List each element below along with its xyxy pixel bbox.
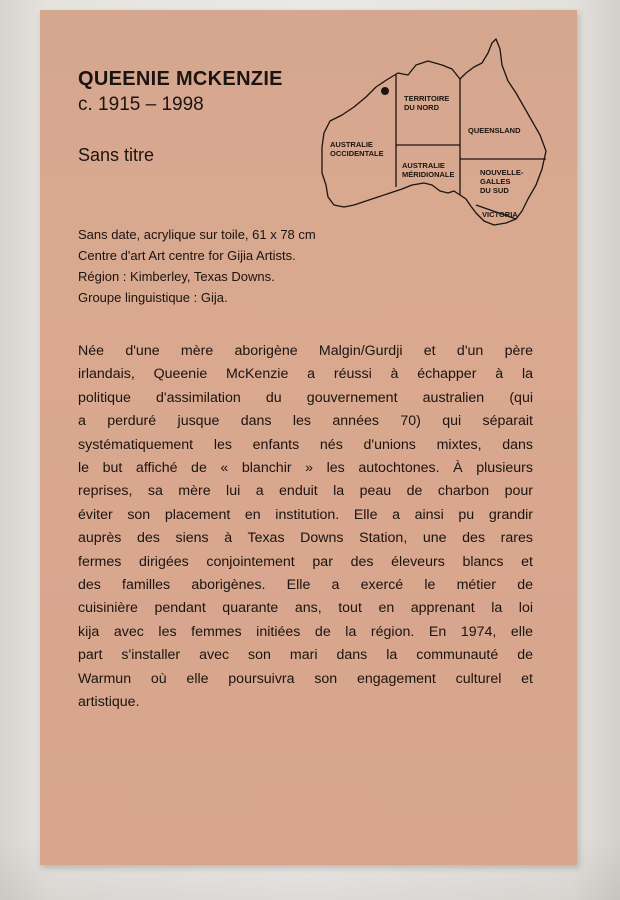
bio-line: a perduré jusque dans les années 70) qui séparait	[78, 413, 533, 430]
artwork-details	[78, 224, 398, 308]
map-label-nt-2: DU NORD	[404, 103, 439, 112]
artist-name: QUEENIE MCKENZIE	[78, 68, 283, 90]
australia-map	[310, 35, 550, 235]
artwork-art-centre: Centre d'art Art centre for Gijia Artists.	[78, 248, 296, 263]
map-label-nsw-3: DU SUD	[480, 186, 509, 195]
map-label-vic: VICTORIA	[482, 210, 518, 219]
bio-line: irlandais, Queenie McKenzie a réussi à échapper à la	[78, 366, 533, 383]
bio-line: artistique.	[78, 694, 140, 711]
bio-line: cuisinière pendant quarante ans, tout en apprenant la loi	[78, 600, 533, 617]
bio-line: reprises, sa mère lui a enduit la peau de charbon pour	[78, 483, 533, 500]
map-label-nsw-1: NOUVELLE-	[480, 168, 524, 177]
bio-line: kija avec les femmes initiées de la région. En 1974, elle	[78, 623, 533, 640]
bio-line: le but affiché de « blanchir » les autochtones. À plusieurs	[78, 460, 533, 477]
artwork-medium: Sans date, acrylique sur toile, 61 x 78 cm	[78, 227, 316, 242]
artist-dates: c. 1915 – 1998	[78, 94, 204, 115]
bio-line: fermes dirigées conjointement par des éleveurs blancs et	[78, 553, 533, 570]
map-label-wa-1: AUSTRALIE	[330, 140, 373, 149]
bio-line: Warmun où elle poursuivra son engagement culturel et	[78, 670, 533, 687]
artist-biography	[78, 340, 533, 715]
map-label-qld: QUEENSLAND	[468, 126, 521, 135]
map-label-wa-2: OCCIDENTALE	[330, 149, 384, 158]
artwork-title: Sans titre	[78, 145, 155, 165]
museum-label-card	[40, 10, 577, 865]
bio-line: auprès des siens à Texas Downs Station, une des rares	[78, 530, 533, 547]
map-label-nt-1: TERRITOIRE	[404, 94, 450, 103]
map-label-sa-1: AUSTRALIE	[402, 161, 445, 170]
bio-line: politique d'assimilation du gouvernement australien (qui	[78, 389, 533, 406]
bio-line: systématiquement les enfants nés d'unions mixtes, dans	[78, 436, 533, 453]
artwork-region: Région : Kimberley, Texas Downs.	[78, 269, 275, 284]
map-label-nsw-2: GALLES	[480, 177, 511, 186]
bio-line: des familles aborigènes. Elle a exercé le métier de	[78, 577, 533, 594]
map-label-sa-2: MÉRIDIONALE	[402, 170, 455, 179]
bio-line: éviter son placement en institution. Elle a ainsi pu grandir	[78, 506, 533, 523]
artwork-language-group: Groupe linguistique : Gija.	[78, 290, 228, 305]
bio-line: part s'installer avec son mari dans la communauté de	[78, 647, 533, 664]
location-dot-icon	[381, 87, 389, 95]
bio-line: Née d'une mère aborigène Malgin/Gurdji et d'un père	[78, 343, 533, 359]
